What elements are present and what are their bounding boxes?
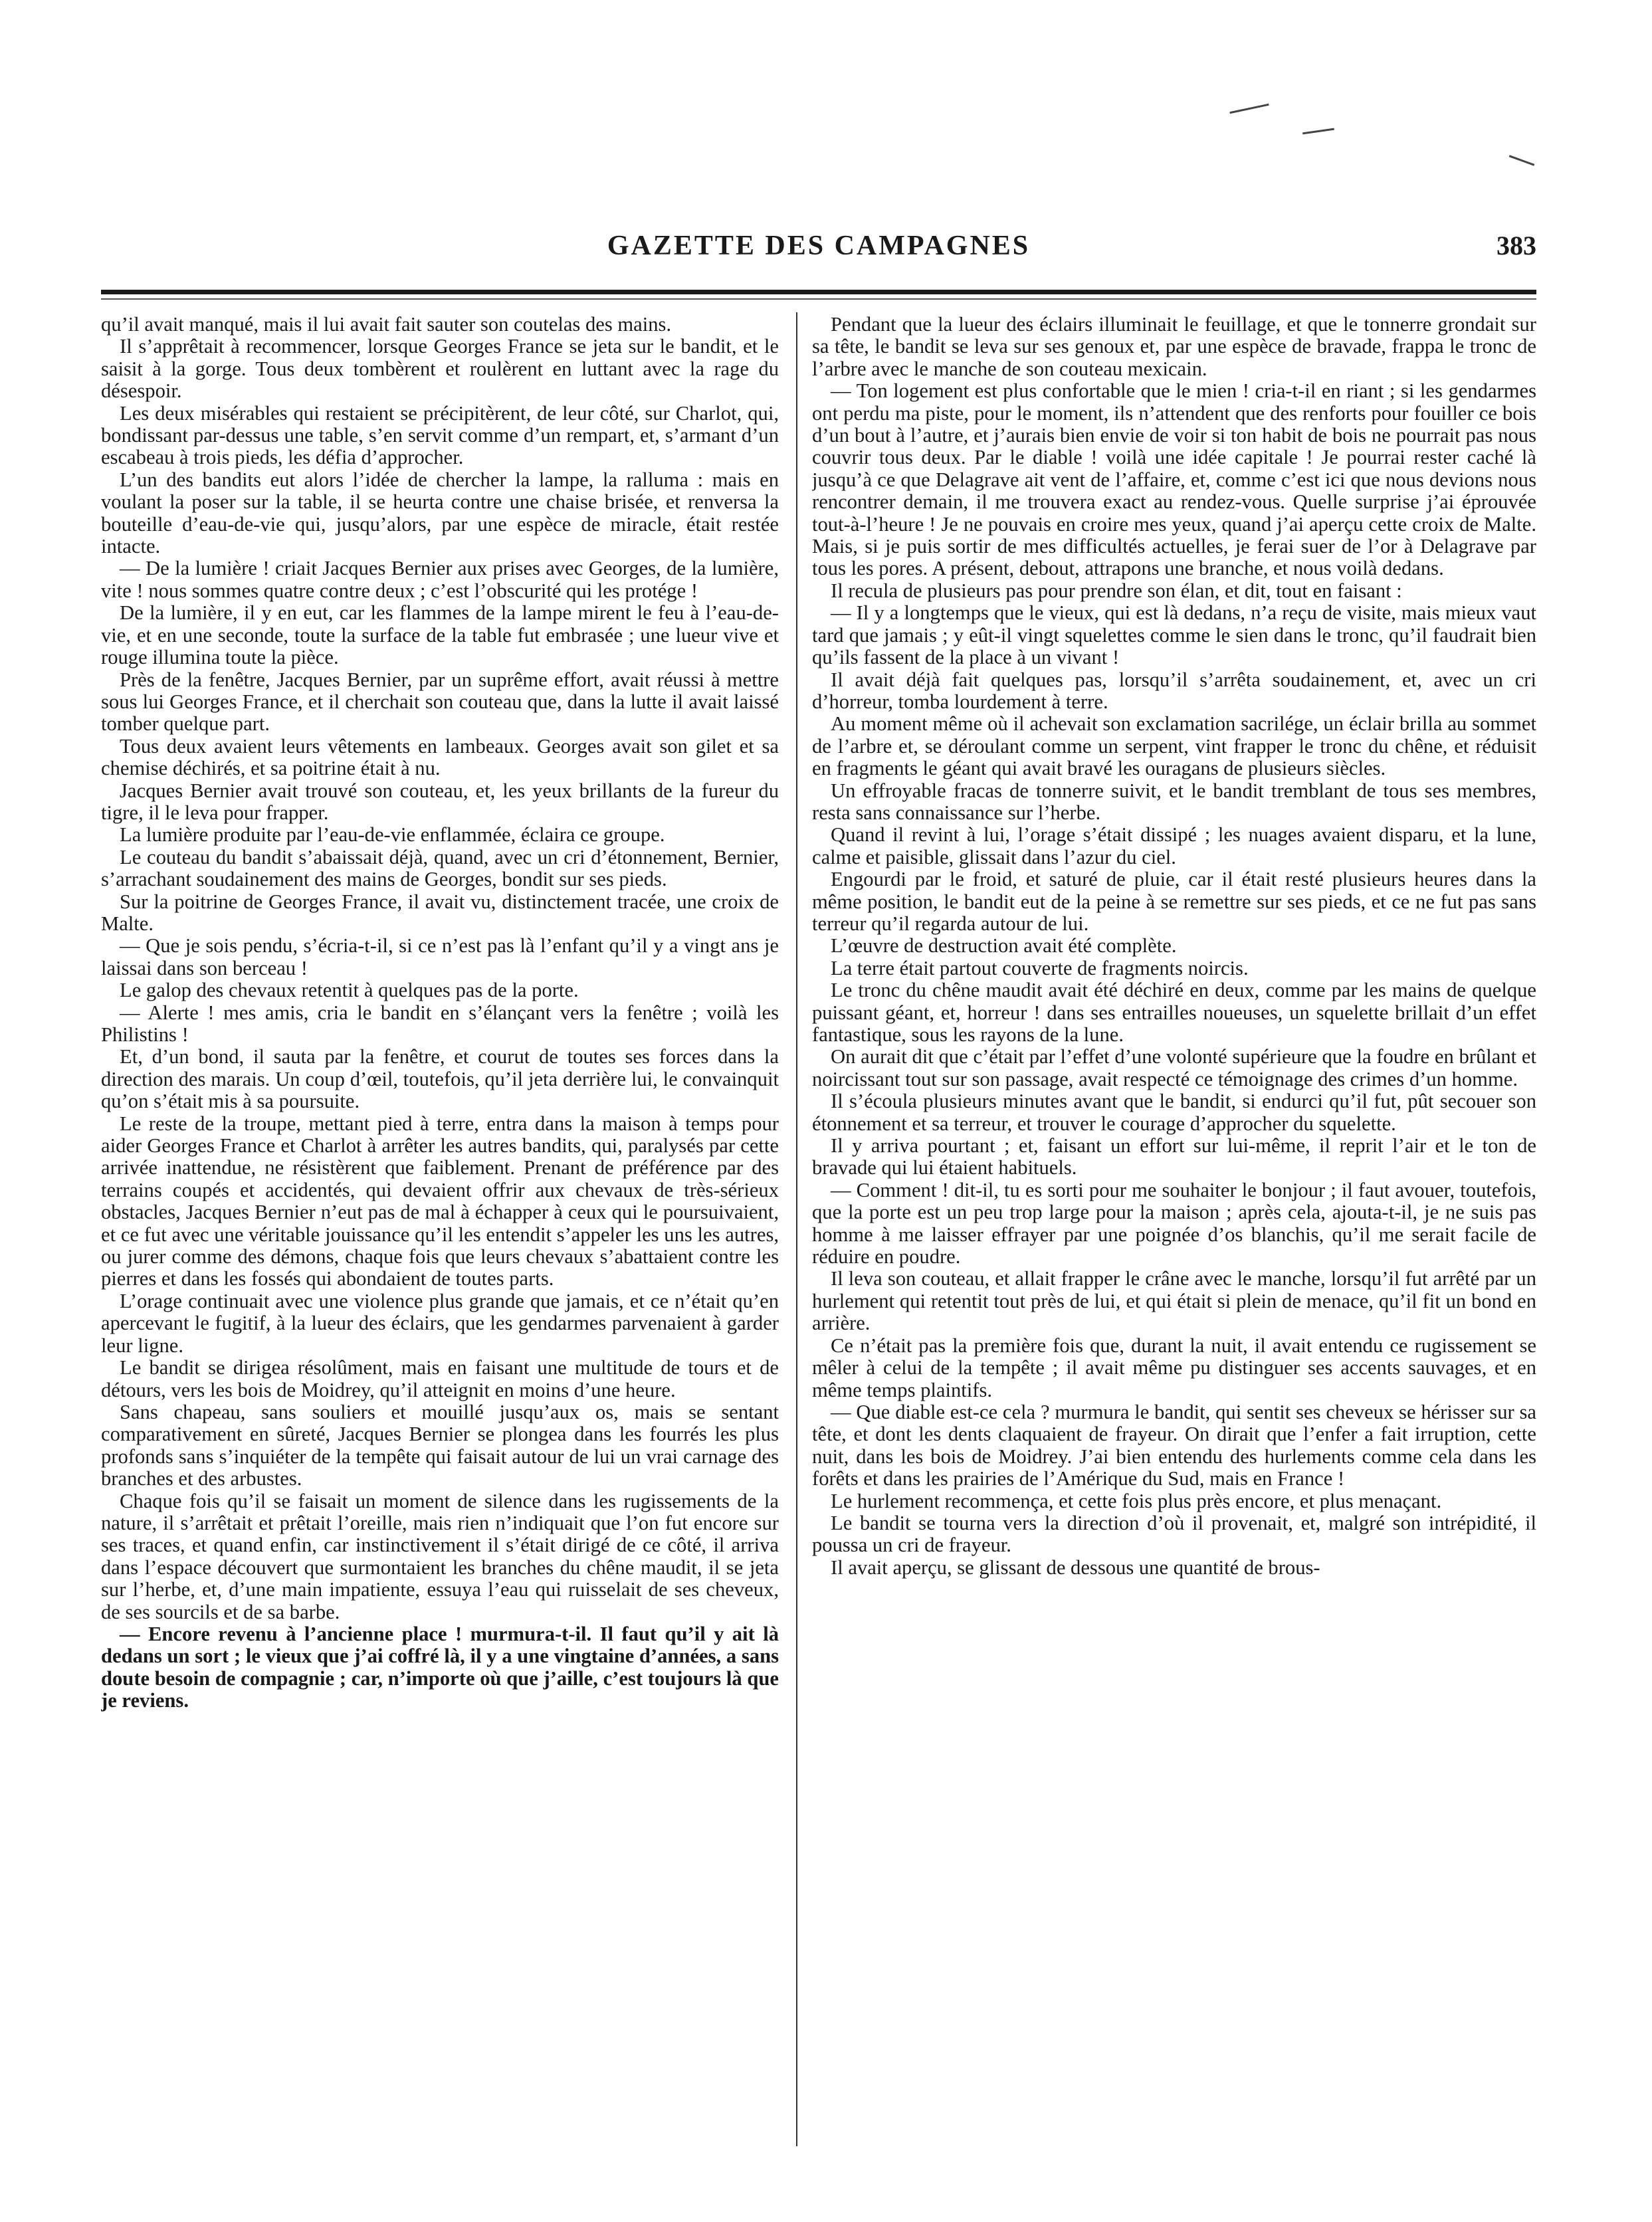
page-number: 383 bbox=[1497, 231, 1536, 260]
paragraph: Pendant que la lueur des éclairs illuminait le feuillage, et que le tonnerre grondait sur sa tête, le bandit se leva sur ses genoux et, par une espèce de bravade, frappa le tronc de l’arbre avec le manche de son couteau mexicain. bbox=[812, 314, 1536, 380]
scan-mark bbox=[1229, 104, 1269, 114]
right-column bbox=[812, 314, 1536, 2148]
paragraph: Engourdi par le froid, et saturé de pluie, car il était resté plusieurs heures dans la même position, le bandit eut de la peine à se remettre sur ses pieds, et ce ne fut pas sans terreur qu’il regarda autour de lui. bbox=[812, 868, 1536, 935]
left-column bbox=[101, 314, 779, 2148]
paragraph: Le hurlement recommença, et cette fois plus près encore, et plus menaçant. bbox=[831, 1489, 1442, 1512]
paragraph: De la lumière, il y en eut, car les flammes de la lampe mirent le feu à l’eau-de-vie, et en une seconde, toute la surface de la table fut embrasée ; une lueur vive et rouge illumina toute la pièce. bbox=[101, 601, 779, 669]
header-rule bbox=[101, 290, 1536, 294]
paragraph: Chaque fois qu’il se faisait un moment de silence dans les rugissements de la nature, il s’arrêtait et prêtait l’oreille, mais rien n’indiquait que l’on fut encore sur ses traces, et quand enfin, car instinctivement il s’était dirigé de ce côté, il arriva dans l’espace découvert que surmontaient les branches du chêne maudit, il se jeta sur l’herbe, et, d’une main impatiente, essuya l’eau qui ruisselait de ses cheveux, de ses sourcils et de sa barbe. bbox=[101, 1489, 779, 1623]
paragraph: Le reste de la troupe, mettant pied à terre, entra dans la maison à temps pour aider Georges France et Charlot à arrêter les autres bandits, qui, paralysés par cette arrivée inattendue, ne résistèrent que faiblement. Prenant de préférence par des terrains coupés et accidentés, qui devaient offrir aux chevaux de très-sérieux obstacles, Jacques Bernier n’eut pas de mal à échapper à ceux qui le poursuivaient, et ce fut avec une véritable jouissance qu’il les entendit s’appeler les uns les autres, ou jurer comme des démons, chaque fois que leurs chevaux s’abattaient contre les pierres et dans les fossés qui abondaient de toutes parts. bbox=[101, 1112, 779, 1290]
paragraph: qu’il avait manqué, mais il lui avait fait sauter son coutelas des mains. bbox=[101, 314, 672, 336]
paragraph: Le bandit se dirigea résolûment, mais en faisant une multitude de tours et de détours, vers les bois de Moidrey, qu’il atteignit en moins d’une heure. bbox=[101, 1356, 779, 1401]
paragraph: Sur la poitrine de Georges France, il avait vu, distinctement tracée, une croix de Malte. bbox=[101, 890, 779, 935]
paragraph: — Comment ! dit-il, tu es sorti pour me souhaiter le bonjour ; il faut avouer, toutefois, que la porte est un peu trop large pour la maison ; après cela, ajouta-t-il, je ne suis pas homme à me laisser effrayer par une poignée d’os blanchis, qu’il me serait facile de réduire en poudre. bbox=[812, 1178, 1536, 1268]
paragraph: La lumière produite par l’eau-de-vie enflammée, éclaira ce groupe. bbox=[120, 823, 665, 847]
paragraph: Il s’apprêtait à recommencer, lorsque Georges France se jeta sur le bandit, et le saisit à la gorge. Tous deux tombèrent et roulèrent en luttant avec la rage du désespoir. bbox=[101, 335, 779, 403]
paragraph: Il leva son couteau, et allait frapper le crâne avec le manche, lorsqu’il fut arrêté par un hurlement qui retentit tout près de lui, et qui était si plein de menace, qu’il fit un bond en arrière. bbox=[812, 1267, 1536, 1335]
paragraph: — De la lumière ! criait Jacques Bernier aux prises avec Georges, de la lumière, vite ! nous sommes quatre contre deux ; c’est l’obscurité qui les protége ! bbox=[101, 557, 779, 602]
paragraph: Il s’écoula plusieurs minutes avant que le bandit, si endurci qu’il fut, pût secouer son étonnement et sa terreur, et trouver le courage d’approcher du squelette. bbox=[812, 1090, 1536, 1135]
paragraph: Il avait déjà fait quelques pas, lorsqu’il s’arrêta soudainement, et, avec un cri d’horreur, tomba lourdement à terre. bbox=[812, 668, 1536, 713]
page-header bbox=[101, 230, 1536, 270]
paragraph: Il avait aperçu, se glissant de dessous une quantité de brous- bbox=[831, 1556, 1320, 1579]
paragraph: L’œuvre de destruction avait été complète. bbox=[831, 934, 1177, 958]
paragraph: — Ton logement est plus confortable que le mien ! cria-t-il en riant ; si les gendarmes ont perdu ma piste, pour le moment, ils n’attendent que des renforts pour fouiller ce bois d’un bout à l’autre, et j’aurais bien envie de voir si ton habit de bois ne pourrait pas nous couvrir tous deux. Par le diable ! voilà une idée capitale ! Je pourrai rester caché là jusqu’à ce que Delagrave ait vent de l’affaire, et, comme c’est ici que nous devions nous rencontrer demain, il me trouvera exact au rendez-vous. Quelle surprise j’ai éprouvée tout-à-l’heure ! Je ne pouvais en croire mes yeux, quand j’ai aperçu cette croix de Malte. Mais, si je puis sortir de mes difficultés actuelles, je ferai suer de l’or à Delagrave par tous les pores. A présent, debout, attrapons une branche, et nous voilà dedans. bbox=[812, 379, 1536, 580]
paragraph: Le galop des chevaux retentit à quelques pas de la porte. bbox=[120, 979, 579, 1002]
column-divider bbox=[796, 312, 797, 2146]
paragraph: Il y arriva pourtant ; et, faisant un effort sur lui-même, il reprit l’air et le ton de bravade qui lui étaient habituels. bbox=[812, 1134, 1536, 1179]
paragraph: On aurait dit que c’était par l’effet d’une volonté supérieure que la foudre en brûlant et noircissant tout sur son passage, avait respecté ce témoignage des crimes d’un homme. bbox=[812, 1045, 1536, 1090]
paragraph: Le couteau du bandit s’abaissait déjà, quand, avec un cri d’étonnement, Bernier, s’arrachant soudainement des mains de Georges, bondit sur ses pieds. bbox=[101, 845, 779, 891]
paragraph: — Il y a longtemps que le vieux, qui est là dedans, n’a reçu de visite, mais mieux vaut tard que jamais ; y eût-il vingt squelettes comme le sien dans le tronc, qu’il faudrait bien qu’ils fassent de la place à un vivant ! bbox=[812, 601, 1536, 669]
paragraph: Le bandit se tourna vers la direction d’où il provenait, et, malgré son intrépidité, il poussa un cri de frayeur. bbox=[812, 1511, 1536, 1557]
paragraph: — Que je sois pendu, s’écria-t-il, si ce n’est pas là l’enfant qu’il y a vingt ans je laissai dans son berceau ! bbox=[101, 934, 779, 979]
paragraph: Quand il revint à lui, l’orage s’était dissipé ; les nuages avaient disparu, et la lune, calme et paisible, glissait dans l’azur du ciel. bbox=[812, 823, 1536, 868]
paragraph: Tous deux avaient leurs vêtements en lambeaux. Georges avait son gilet et sa chemise déchirés, et sa poitrine était à nu. bbox=[101, 734, 779, 780]
paragraph: L’orage continuait avec une violence plus grande que jamais, et ce n’était qu’en apercevant le fugitif, à la lueur des éclairs, que les gendarmes parvenaient à garder leur ligne. bbox=[101, 1289, 779, 1357]
paragraph: Et, d’un bond, il sauta par la fenêtre, et courut de toutes ses forces dans la direction des marais. Un coup d’œil, toutefois, qu’il jeta derrière lui, le convainquit qu’on s’était mis à sa poursuite. bbox=[101, 1045, 779, 1113]
paragraph: — Alerte ! mes amis, cria le bandit en s’élançant vers la fenêtre ; voilà les Philistins ! bbox=[101, 1001, 779, 1046]
header-rule-thin bbox=[101, 298, 1536, 300]
newspaper-title: GAZETTE DES CAMPAGNES bbox=[607, 231, 1031, 261]
paragraph: — Encore revenu à l’ancienne place ! murmura-t-il. Il faut qu’il y ait là dedans un sort ; le vieux que j’ai coffré là, il y a une vingtaine d’années, a sans doute besoin de compagnie ; car, n’importe où que j’aille, c’est toujours là que je reviens. bbox=[101, 1622, 779, 1712]
paragraph: L’un des bandits eut alors l’idée de chercher la lampe, la ralluma : mais en voulant la poser sur la table, il se heurta contre une chaise brisée, et renversa la bouteille d’eau-de-vie qui, jusqu’alors, par une espèce de miracle, était restée intacte. bbox=[101, 468, 779, 558]
paragraph: — Que diable est-ce cela ? murmura le bandit, qui sentit ses cheveux se hérisser sur sa tête, et dont les dents claquaient de frayeur. On dirait que l’enfer a fait irruption, cette nuit, dans les bois de Moidrey. J’ai bien entendu des hurlements comme cela dans les forêts et dans les prairies de l’Amérique du Sud, mais en France ! bbox=[812, 1400, 1536, 1490]
scan-mark bbox=[1302, 128, 1334, 135]
paragraph: La terre était partout couverte de fragments noircis. bbox=[831, 956, 1249, 979]
paragraph: Les deux misérables qui restaient se précipitèrent, de leur côté, sur Charlot, qui, bondissant par-dessus une table, s’en servit comme d’un rempart, et, s’armant d’un escabeau à trois pieds, les défia d’approcher. bbox=[101, 401, 779, 469]
paragraph: Il recula de plusieurs pas pour prendre son élan, et dit, tout en faisant : bbox=[831, 579, 1402, 602]
paragraph: Sans chapeau, sans souliers et mouillé jusqu’aux os, mais se sentant comparativement en sûreté, Jacques Bernier se plongea dans les fourrés les plus profonds sans s’inquiéter de la tempête qui faisait autour de lui un vrai carnage des branches et des arbustes. bbox=[101, 1400, 779, 1490]
paragraph: Près de la fenêtre, Jacques Bernier, par un suprême effort, avait réussi à mettre sous lui Georges France, et il cherchait son couteau que, dans la lutte il avait laissé tomber quelque part. bbox=[101, 668, 779, 736]
paragraph: Au moment même où il achevait son exclamation sacrilége, un éclair brilla au sommet de l’arbre et, se déroulant comme un serpent, vint frapper le tronc du chêne, et réduisit en fragments le géant qui avait bravé les ouragans de plusieurs siècles. bbox=[812, 712, 1536, 780]
paragraph: Jacques Bernier avait trouvé son couteau, et, les yeux brillants de la fureur du tigre, il le leva pour frapper. bbox=[101, 779, 779, 824]
paragraph: Ce n’était pas la première fois que, durant la nuit, il avait entendu ce rugissement se mêler à celui de la tempête ; il avait même pu distinguer ses accents sauvages, et en même temps plaintifs. bbox=[812, 1334, 1536, 1401]
scan-mark bbox=[1509, 155, 1535, 165]
paragraph: Un effroyable fracas de tonnerre suivit, et le bandit tremblant de tous ses membres, resta sans connaissance sur l’herbe. bbox=[812, 779, 1536, 824]
paragraph: Le tronc du chêne maudit avait été déchiré en deux, comme par les mains de quelque puissant géant, et, horreur ! dans ses entrailles noueuses, un squelette brillait d’un effet fantastique, sous les rayons de la lune. bbox=[812, 979, 1536, 1046]
